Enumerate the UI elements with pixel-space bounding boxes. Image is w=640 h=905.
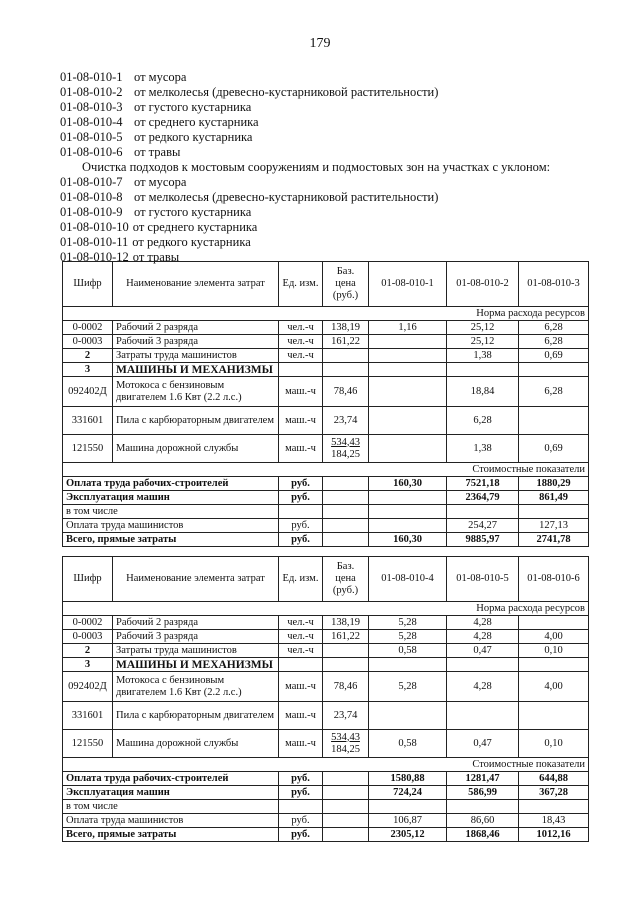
cell-code: 0-0003 <box>63 335 113 349</box>
cost-label: Стоимостные показатели <box>63 758 589 772</box>
cell-unit: чел.-ч <box>279 321 323 335</box>
cell-name: Затраты труда машинистов <box>113 644 279 658</box>
cell-value: 5,28 <box>369 630 447 644</box>
cell-name: Оплата труда рабочих-строителей <box>63 772 279 786</box>
cell-price: 161,22 <box>323 335 369 349</box>
col-code-2: 01-08-010-2 <box>447 262 519 307</box>
cell-value: 160,30 <box>369 477 447 491</box>
price-numerator: 534,43 <box>331 436 360 448</box>
col-code: Шифр <box>63 557 113 602</box>
item-code: 01-08-010-12 <box>60 250 129 264</box>
cell-code: 2 <box>63 349 113 363</box>
resource-table-2 <box>62 556 589 842</box>
cell-value <box>369 335 447 349</box>
item-text: от мусора <box>134 70 187 84</box>
cell-code: 331601 <box>63 407 113 435</box>
item-text: от среднего кустарника <box>132 220 258 234</box>
intro-item <box>60 220 600 235</box>
summary-row <box>63 814 589 828</box>
cell-name: в том числе <box>63 505 279 519</box>
cell-value: 7521,18 <box>447 477 519 491</box>
intro-item <box>60 85 600 100</box>
item-text: от мелколесья (древесно-кустарниковой растительности) <box>134 190 439 204</box>
table-row <box>63 702 589 730</box>
cell-name: Рабочий 3 разряда <box>113 335 279 349</box>
item-code: 01-08-010-2 <box>60 85 123 99</box>
cell-value <box>519 702 589 730</box>
cell-code: 2 <box>63 644 113 658</box>
col-unit: Ед. изм. <box>279 557 323 602</box>
cell-value: 586,99 <box>447 786 519 800</box>
cell-value: 861,49 <box>519 491 589 505</box>
cell-code: 0-0002 <box>63 616 113 630</box>
intro-list <box>60 70 600 265</box>
cell-value: 2364,79 <box>447 491 519 505</box>
table-row <box>63 335 589 349</box>
cell-code: 092402Д <box>63 672 113 702</box>
summary-row <box>63 519 589 533</box>
item-code: 01-08-010-9 <box>60 205 123 219</box>
cell-unit: маш.-ч <box>279 435 323 463</box>
cell-name: Мотокоса с бензиновым двигателем 1.6 Квт (2.2 л.с.) <box>113 377 279 407</box>
col-price: Баз. цена (руб.) <box>323 557 369 602</box>
section-row <box>63 307 589 321</box>
cell-value: 1580,88 <box>369 772 447 786</box>
header-row <box>63 557 589 602</box>
cell-value: 1281,47 <box>447 772 519 786</box>
col-code-4: 01-08-010-4 <box>369 557 447 602</box>
cell-value: 367,28 <box>519 786 589 800</box>
summary-row <box>63 800 589 814</box>
item-code: 01-08-010-11 <box>60 235 129 249</box>
cell-value: 0,69 <box>519 435 589 463</box>
cell-value <box>519 616 589 630</box>
intro-item <box>60 175 600 190</box>
cell-name: Пила с карбюраторным двигателем <box>113 407 279 435</box>
cell-code: 0-0003 <box>63 630 113 644</box>
cell-value: 127,13 <box>519 519 589 533</box>
cell-unit: чел.-ч <box>279 644 323 658</box>
cell-value <box>369 519 447 533</box>
cell-value <box>519 407 589 435</box>
item-code: 01-08-010-1 <box>60 70 123 84</box>
cell-unit: руб. <box>279 814 323 828</box>
cell-name: Мотокоса с бензиновым двигателем 1.6 Квт (2.2 л.с.) <box>113 672 279 702</box>
cell-unit: руб. <box>279 519 323 533</box>
cell-unit: маш.-ч <box>279 730 323 758</box>
cell-price <box>323 730 369 758</box>
cell-value: 724,24 <box>369 786 447 800</box>
cell-code: 092402Д <box>63 377 113 407</box>
cell-name: в том числе <box>63 800 279 814</box>
cell-value: 6,28 <box>447 407 519 435</box>
summary-row <box>63 786 589 800</box>
col-unit: Ед. изм. <box>279 262 323 307</box>
table-row <box>63 616 589 630</box>
item-text: от травы <box>132 250 180 264</box>
col-name: Наименование элемента затрат <box>113 557 279 602</box>
cell-unit: руб. <box>279 491 323 505</box>
cell-name: Машина дорожной службы <box>113 730 279 758</box>
page-number: 179 <box>309 36 331 51</box>
summary-row <box>63 533 589 547</box>
section-heading: Очистка подходов к мостовым сооружениям и подмостовых зон на участках с уклоном: <box>82 160 551 174</box>
cell-value <box>369 377 447 407</box>
cell-unit: чел.-ч <box>279 616 323 630</box>
cell-value: 106,87 <box>369 814 447 828</box>
cell-name: МАШИНЫ И МЕХАНИЗМЫ <box>113 363 279 377</box>
table-row <box>63 730 589 758</box>
table-row <box>63 321 589 335</box>
summary-row <box>63 505 589 519</box>
cell-unit: чел.-ч <box>279 630 323 644</box>
item-code: 01-08-010-10 <box>60 220 129 234</box>
cell-value: 0,47 <box>447 730 519 758</box>
cell-value: 9885,97 <box>447 533 519 547</box>
table-row <box>63 407 589 435</box>
cell-value: 6,28 <box>519 321 589 335</box>
resource-table-1 <box>62 261 589 547</box>
cell-value: 1880,29 <box>519 477 589 491</box>
intro-item <box>60 70 600 85</box>
table-row <box>63 349 589 363</box>
cell-price <box>323 349 369 363</box>
intro-item <box>60 145 600 160</box>
cell-value: 5,28 <box>369 672 447 702</box>
cell-code: 3 <box>63 363 113 377</box>
cell-unit: маш.-ч <box>279 407 323 435</box>
cell-value: 1,38 <box>447 435 519 463</box>
table-row <box>63 435 589 463</box>
col-name: Наименование элемента затрат <box>113 262 279 307</box>
cell-value: 1,16 <box>369 321 447 335</box>
cell-price: 138,19 <box>323 616 369 630</box>
cell-name: Эксплуатация машин <box>63 786 279 800</box>
cell-value: 0,58 <box>369 644 447 658</box>
cell-unit: руб. <box>279 828 323 842</box>
summary-row <box>63 772 589 786</box>
cell-name: Оплата труда машинистов <box>63 519 279 533</box>
cell-price: 78,46 <box>323 377 369 407</box>
cell-value <box>369 491 447 505</box>
cell-unit: маш.-ч <box>279 702 323 730</box>
section-row <box>63 463 589 477</box>
item-text: от редкого кустарника <box>132 235 251 249</box>
cell-value: 1,38 <box>447 349 519 363</box>
price-denominator: 184,25 <box>331 743 360 755</box>
intro-item <box>60 205 600 220</box>
table-row <box>63 672 589 702</box>
col-code-1: 01-08-010-1 <box>369 262 447 307</box>
table-row <box>63 658 589 672</box>
cell-unit: руб. <box>279 786 323 800</box>
summary-row <box>63 828 589 842</box>
col-code-6: 01-08-010-6 <box>519 557 589 602</box>
cell-price: 23,74 <box>323 702 369 730</box>
cell-value: 1868,46 <box>447 828 519 842</box>
cell-name: Рабочий 3 разряда <box>113 630 279 644</box>
cell-value: 4,00 <box>519 672 589 702</box>
cell-value <box>369 407 447 435</box>
cell-unit: маш.-ч <box>279 672 323 702</box>
cell-value: 0,69 <box>519 349 589 363</box>
item-text: от редкого кустарника <box>134 130 253 144</box>
cell-value: 25,12 <box>447 335 519 349</box>
cell-unit: чел.-ч <box>279 349 323 363</box>
cell-name: МАШИНЫ И МЕХАНИЗМЫ <box>113 658 279 672</box>
table-row <box>63 377 589 407</box>
item-text: от среднего кустарника <box>134 115 259 129</box>
cell-unit: руб. <box>279 477 323 491</box>
summary-row <box>63 491 589 505</box>
cell-value: 0,58 <box>369 730 447 758</box>
cell-value: 2741,78 <box>519 533 589 547</box>
cell-name: Затраты труда машинистов <box>113 349 279 363</box>
cell-unit: руб. <box>279 772 323 786</box>
cell-code: 121550 <box>63 730 113 758</box>
summary-row <box>63 477 589 491</box>
cell-value: 18,43 <box>519 814 589 828</box>
cell-unit: маш.-ч <box>279 377 323 407</box>
col-price: Баз. цена (руб.) <box>323 262 369 307</box>
table-row <box>63 644 589 658</box>
cell-name: Эксплуатация машин <box>63 491 279 505</box>
cost-label: Стоимостные показатели <box>63 463 589 477</box>
cell-value: 6,28 <box>519 377 589 407</box>
cell-value: 2305,12 <box>369 828 447 842</box>
cell-value: 25,12 <box>447 321 519 335</box>
header-row <box>63 262 589 307</box>
cell-unit: чел.-ч <box>279 335 323 349</box>
item-text: от травы <box>134 145 181 159</box>
cell-name: Всего, прямые затраты <box>63 533 279 547</box>
cell-price: 78,46 <box>323 672 369 702</box>
cell-price <box>323 644 369 658</box>
col-code-3: 01-08-010-3 <box>519 262 589 307</box>
cell-value: 5,28 <box>369 616 447 630</box>
cell-value: 4,28 <box>447 672 519 702</box>
cell-code: 3 <box>63 658 113 672</box>
intro-item <box>60 235 600 250</box>
cell-price: 23,74 <box>323 407 369 435</box>
cell-value: 160,30 <box>369 533 447 547</box>
price-denominator: 184,25 <box>331 448 360 460</box>
cell-name: Пила с карбюраторным двигателем <box>113 702 279 730</box>
norm-label: Норма расхода ресурсов <box>63 307 589 321</box>
cell-name: Рабочий 2 разряда <box>113 616 279 630</box>
cell-code: 331601 <box>63 702 113 730</box>
cell-price: 161,22 <box>323 630 369 644</box>
cell-value: 4,28 <box>447 630 519 644</box>
item-code: 01-08-010-6 <box>60 145 123 159</box>
cell-value: 644,88 <box>519 772 589 786</box>
item-code: 01-08-010-4 <box>60 115 123 129</box>
item-text: от густого кустарника <box>134 205 252 219</box>
cell-value <box>369 435 447 463</box>
cell-name: Оплата труда рабочих-строителей <box>63 477 279 491</box>
cell-name: Машина дорожной службы <box>113 435 279 463</box>
cell-value: 6,28 <box>519 335 589 349</box>
col-code: Шифр <box>63 262 113 307</box>
cell-value: 0,10 <box>519 644 589 658</box>
intro-item <box>60 130 600 145</box>
norm-label: Норма расхода ресурсов <box>63 602 589 616</box>
cell-name: Рабочий 2 разряда <box>113 321 279 335</box>
intro-item <box>60 100 600 115</box>
cell-name: Всего, прямые затраты <box>63 828 279 842</box>
cell-value: 18,84 <box>447 377 519 407</box>
item-code: 01-08-010-7 <box>60 175 123 189</box>
cell-code: 121550 <box>63 435 113 463</box>
item-code: 01-08-010-5 <box>60 130 123 144</box>
price-numerator: 534,43 <box>331 731 360 743</box>
cell-value <box>369 702 447 730</box>
col-code-5: 01-08-010-5 <box>447 557 519 602</box>
item-text: от густого кустарника <box>134 100 252 114</box>
cell-value: 4,00 <box>519 630 589 644</box>
cell-name: Оплата труда машинистов <box>63 814 279 828</box>
cell-price <box>323 435 369 463</box>
cell-value <box>369 349 447 363</box>
item-code: 01-08-010-8 <box>60 190 123 204</box>
section-row <box>63 758 589 772</box>
item-code: 01-08-010-3 <box>60 100 123 114</box>
cell-value: 0,47 <box>447 644 519 658</box>
cell-code: 0-0002 <box>63 321 113 335</box>
item-text: от мусора <box>134 175 187 189</box>
cell-value: 0,10 <box>519 730 589 758</box>
cell-value: 1012,16 <box>519 828 589 842</box>
item-text: от мелколесья (древесно-кустарниковой растительности) <box>134 85 439 99</box>
section-row <box>63 602 589 616</box>
cell-value: 254,27 <box>447 519 519 533</box>
intro-item <box>60 115 600 130</box>
table-row <box>63 363 589 377</box>
table-row <box>63 630 589 644</box>
cell-unit: руб. <box>279 533 323 547</box>
intro-item <box>60 190 600 205</box>
cell-value <box>447 702 519 730</box>
cell-value: 4,28 <box>447 616 519 630</box>
cell-value: 86,60 <box>447 814 519 828</box>
cell-price: 138,19 <box>323 321 369 335</box>
